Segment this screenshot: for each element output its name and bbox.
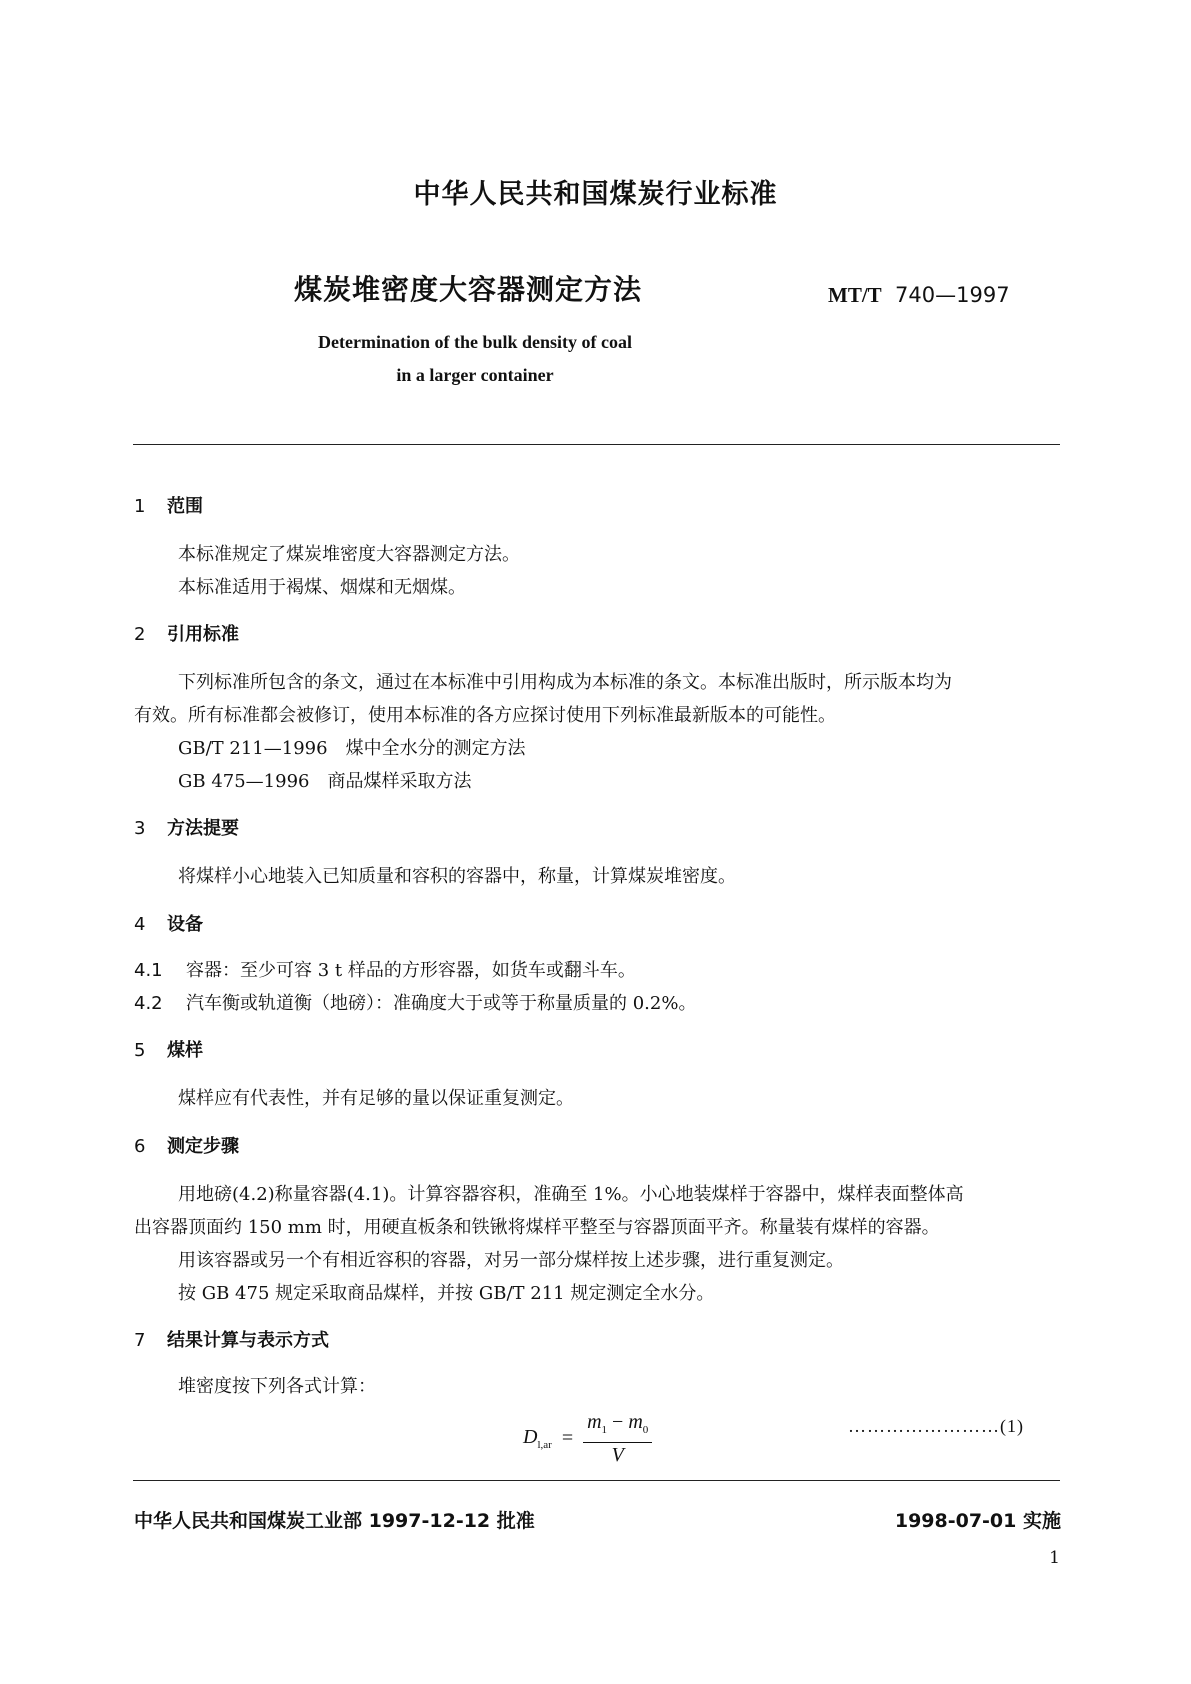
equipment-item <box>134 956 636 982</box>
equation-number: ……………………(1) <box>848 1416 1024 1436</box>
paragraph: 煤样应有代表性，并有足够的量以保证重复测定。 <box>178 1088 574 1109</box>
formula-fraction <box>583 1410 652 1467</box>
standard-category-title: 中华人民共和国煤炭行业标准 <box>413 179 778 210</box>
formula-subscript: 0 <box>642 1424 649 1436</box>
document-title-en-line2: in a larger container <box>396 365 554 385</box>
item-number: 4.2 <box>134 993 163 1014</box>
section-title: 设备 <box>167 914 203 935</box>
section-title: 范围 <box>167 496 203 517</box>
reference-item: GB/T 211—1996 煤中全水分的测定方法 <box>178 738 526 759</box>
section-3-heading <box>134 814 239 840</box>
section-title: 测定步骤 <box>167 1136 239 1157</box>
formula-symbol: m <box>628 1411 643 1433</box>
header-divider <box>133 444 1060 445</box>
document-title-en-line1: Determination of the bulk density of coal <box>318 332 632 352</box>
paragraph-line: 用地磅(4.2)称量容器(4.1)。计算容器容积，准确至 1%。小心地装煤样于容器中，煤样表面整体高 <box>178 1184 964 1205</box>
paragraph: 将煤样小心地装入已知质量和容积的容器中，称量，计算煤炭堆密度。 <box>178 866 736 887</box>
paragraph: 本标准规定了煤炭堆密度大容器测定方法。 <box>178 544 520 565</box>
paragraph: 按 GB 475 规定采取商品煤样，并按 GB/T 211 规定测定全水分。 <box>178 1283 715 1304</box>
section-title: 结果计算与表示方式 <box>167 1330 329 1351</box>
section-7-heading <box>134 1326 329 1352</box>
formula-1 <box>523 1410 652 1467</box>
section-number: 1 <box>134 496 146 517</box>
formula-denominator: V <box>611 1444 624 1466</box>
formula-numerator <box>583 1410 652 1443</box>
formula-subscript: l,ar <box>537 1439 552 1451</box>
section-title: 引用标准 <box>167 624 239 645</box>
reference-item: GB 475—1996 商品煤样采取方法 <box>178 771 472 792</box>
section-number: 4 <box>134 914 146 935</box>
paragraph: 用该容器或另一个有相近容积的容器，对另一部分煤样按上述步骤，进行重复测定。 <box>178 1250 844 1271</box>
footer-divider <box>133 1480 1060 1481</box>
formula-subscript: 1 <box>601 1424 608 1436</box>
section-number: 6 <box>134 1136 146 1157</box>
section-1-heading <box>134 492 203 518</box>
section-number: 3 <box>134 818 146 839</box>
equipment-item <box>134 989 696 1015</box>
page-number: 1 <box>1049 1548 1060 1568</box>
item-text: 汽车衡或轨道衡（地磅）：准确度大于或等于称量质量的 0.2%。 <box>186 993 697 1014</box>
formula-symbol: D <box>523 1426 538 1448</box>
paragraph-line: 出容器顶面约 150 mm 时，用硬直板条和铁锹将煤样平整至与容器顶面平齐。称量装有煤样的容器。 <box>134 1217 940 1238</box>
formula-minus: − <box>607 1411 629 1433</box>
section-5-heading <box>134 1036 203 1062</box>
section-title: 煤样 <box>167 1040 203 1061</box>
formula-symbol: m <box>587 1411 602 1433</box>
paragraph: 堆密度按下列各式计算： <box>178 1376 376 1397</box>
section-number: 2 <box>134 624 146 645</box>
paragraph-line: 有效。所有标准都会被修订，使用本标准的各方应探讨使用下列标准最新版本的可能性。 <box>134 705 836 726</box>
standard-code: 740—1997 <box>895 283 1010 307</box>
approval-statement: 中华人民共和国煤炭工业部 1997-12-12 批准 <box>134 1510 535 1532</box>
section-title: 方法提要 <box>167 818 239 839</box>
formula-lhs <box>523 1426 552 1451</box>
document-title-cn: 煤炭堆密度大容器测定方法 <box>294 273 643 306</box>
section-2-heading <box>134 620 239 646</box>
formula-equals: = <box>561 1427 574 1449</box>
paragraph: 本标准适用于褐煤、烟煤和无烟煤。 <box>178 577 466 598</box>
item-text: 容器：至少可容 3 t 样品的方形容器，如货车或翻斗车。 <box>186 960 636 981</box>
section-4-heading <box>134 910 203 936</box>
effective-date: 1998-07-01 实施 <box>894 1510 1061 1532</box>
standard-prefix: MT/T <box>828 283 882 307</box>
section-6-heading <box>134 1132 239 1158</box>
item-number: 4.1 <box>134 960 163 981</box>
section-number: 5 <box>134 1040 146 1061</box>
standard-number <box>828 283 1010 308</box>
paragraph-line: 下列标准所包含的条文，通过在本标准中引用构成为本标准的条文。本标准出版时，所示版本均为 <box>178 672 952 693</box>
section-number: 7 <box>134 1330 146 1351</box>
